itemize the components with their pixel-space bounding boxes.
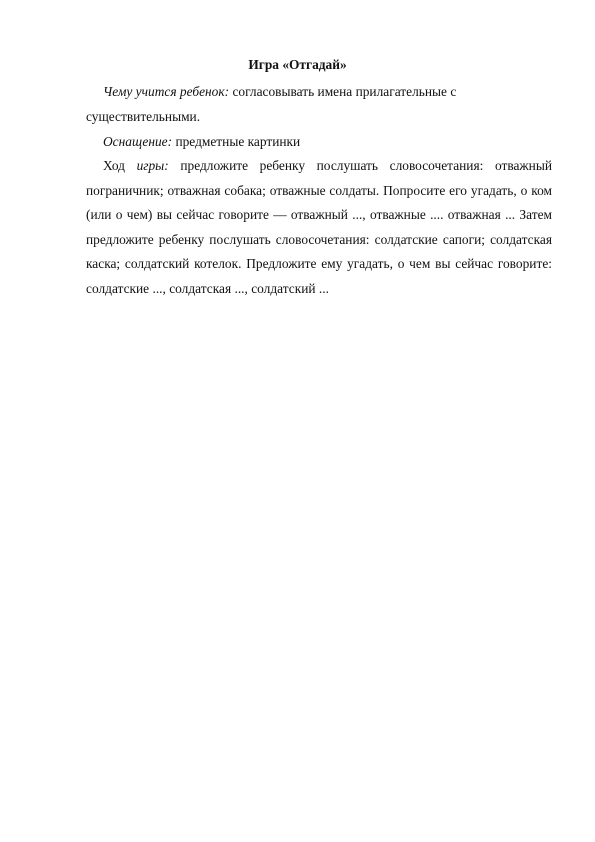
procedure-text: предложите ребенку послушать словосочетания: отважный пограничник; отважная собака; отважные солдаты. Попросите его угадать, о ком (или о чем) вы сейчас говорите — отважный ..., отважные .... отважная ... Затем предложите ребенку послушать словосочетания: солдатские сапоги; солдатская каска; солдатский котелок. Предложите ему угадать, о чем вы сейчас говорите: солдатские ..., солдатская ..., солдатский ... (86, 158, 552, 296)
learning-goal-text: согласовывать имена прилагательные с существительными. (86, 84, 457, 124)
equipment-label: Оснащение: (103, 134, 173, 149)
paragraph-game-procedure (86, 154, 552, 301)
paragraph-learning-goal (86, 80, 476, 129)
paragraph-equipment (86, 130, 552, 155)
procedure-label-italic: игры: (136, 158, 169, 173)
learning-goal-label: Чему учится ребенок: (103, 84, 230, 99)
document-title: Игра «Отгадай» (248, 57, 347, 72)
equipment-text: предметные картинки (172, 134, 301, 149)
procedure-label-plain: Ход (103, 158, 137, 173)
